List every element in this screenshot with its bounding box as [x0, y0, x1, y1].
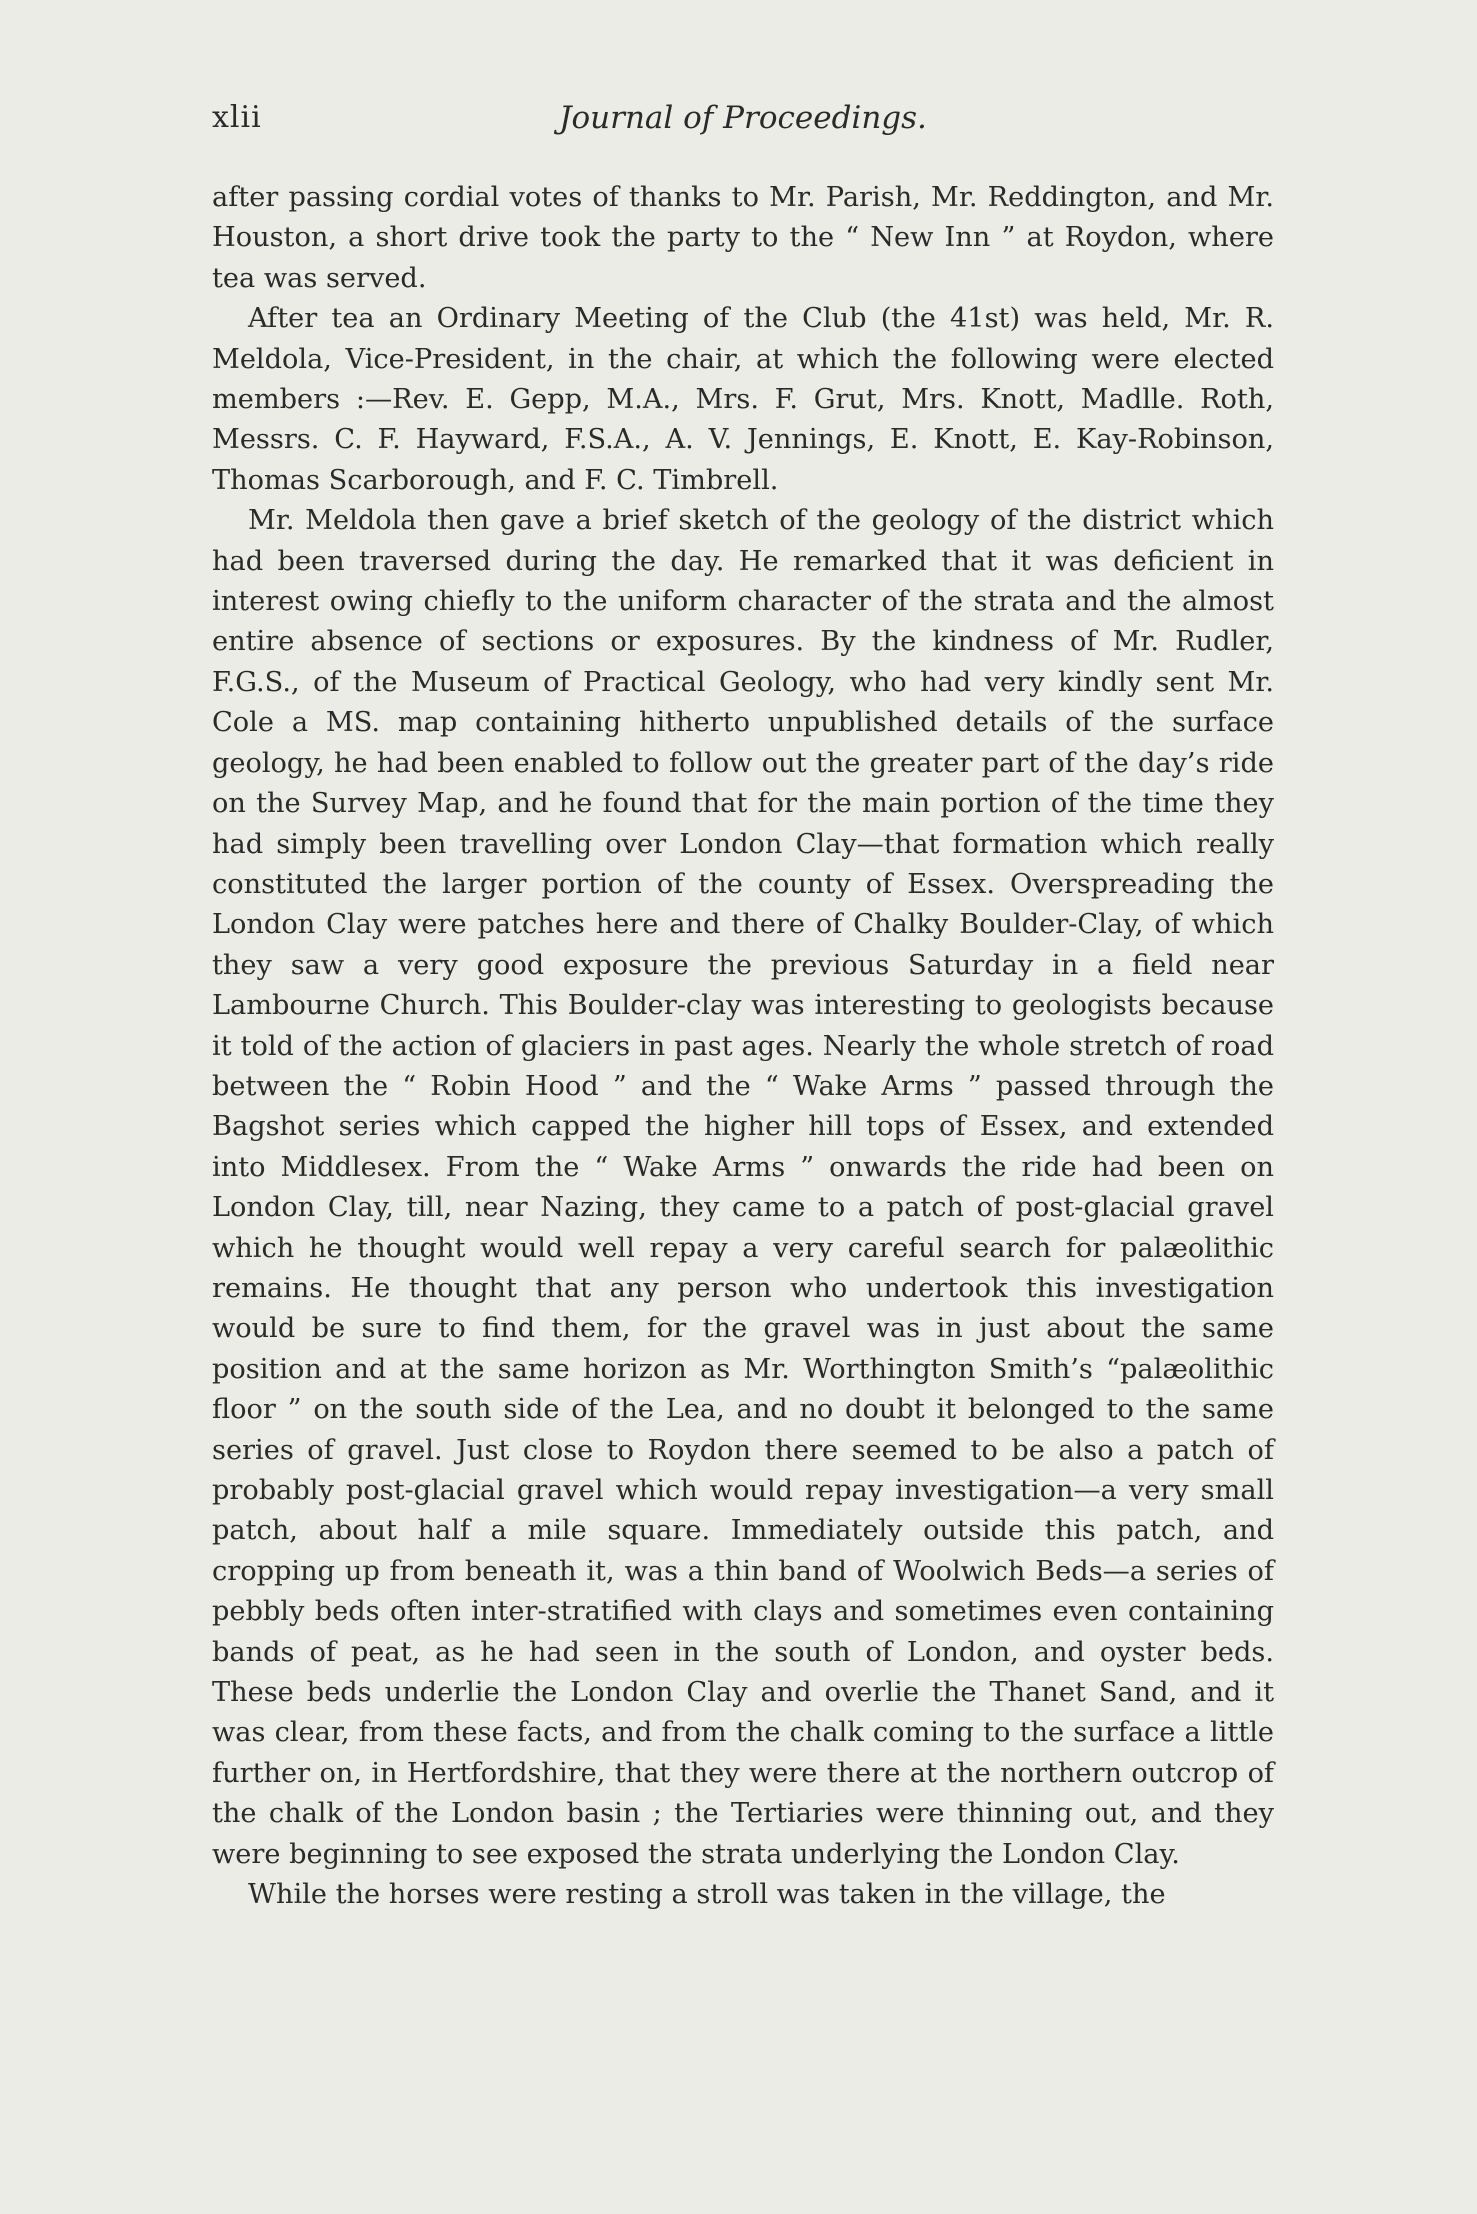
running-title: Journal of Proceedings. — [559, 100, 927, 136]
paragraph-ordinary-meeting: After tea an Ordinary Meeting of the Club (the 41st) was held, Mr. R. Meldola, Vice-President, in the chair, at which the following were elected members :—Rev. E. Gepp, M.A., Mrs. F. Grut, Mrs. Knott, Madlle. Roth, Messrs. C. F. Hayward, F.S.A., A. V. Jennings, E. Knott, E. Kay-Robinson, Thomas Scarborough, and F. C. Timbrell. — [212, 303, 1274, 496]
body-text — [212, 178, 1274, 1915]
paragraph-continuation: after passing cordial votes of thanks to Mr. Parish, Mr. Reddington, and Mr. Houston, a short drive took the party to the “ New Inn ” at Roydon, where tea was served. — [212, 182, 1274, 294]
page-number: xlii — [212, 100, 262, 135]
paragraph-geology-sketch: Mr. Meldola then gave a brief sketch of the geology of the district which had been traversed during the day. He remarked that it was deficient in interest owing chiefly to the uniform character of the strata and the almost entire absence of sections or exposures. By the kindness of Mr. Rudler, F.G.S., of the Museum of Practical Geology, who had very kindly sent Mr. Cole a MS. map containing hitherto unpublished details of the surface geology, he had been enabled to follow out the greater part of the day’s ride on the Survey Map, and he found that for the main portion of the time they had simply been travelling over London Clay—that formation which really constituted the larger portion of the county of Essex. Overspreading the London Clay were patches here and there of Chalky Boulder-Clay, of which they saw a very good exposure the previous Saturday in a field near Lambourne Church. This Boulder-clay was interesting to geologists because it told of the action of glaciers in past ages. Nearly the whole stretch of road between the “ Robin Hood ” and the “ Wake Arms ” passed through the Bagshot series which capped the higher hill tops of Essex, and extended into Middlesex. From the “ Wake Arms ” onwards the ride had been on London Clay, till, near Nazing, they came to a patch of post-glacial gravel which he thought would well repay a very careful search for palæolithic remains. He thought that any person who undertook this investigation would be sure to find them, for the gravel was in just about the same position and at the same horizon as Mr. Worthington Smith’s “palæolithic floor ” on the south side of the Lea, and no doubt it belonged to the same series of gravel. Just close to Roydon there seemed to be also a patch of probably post-glacial gravel which would repay investigation—a very small patch, about half a mile square. Immediately outside this patch, and cropping up from beneath it, was a thin band of Woolwich Beds—a series of pebbly beds often inter-stratified with clays and sometimes even containing bands of peat, as he had seen in the south of London, and oyster beds. These beds underlie the London Clay and overlie the Thanet Sand, and it was clear, from these facts, and from the chalk coming to the surface a little further on, in Hertfordshire, that they were there at the northern outcrop of the chalk of the London basin ; the Tertiaries were thinning out, and they were beginning to see exposed the strata underlying the London Clay. — [212, 505, 1274, 1870]
paragraph-stroll: While the horses were resting a stroll was taken in the village, the — [248, 1879, 1166, 1911]
page-header — [212, 100, 1274, 150]
